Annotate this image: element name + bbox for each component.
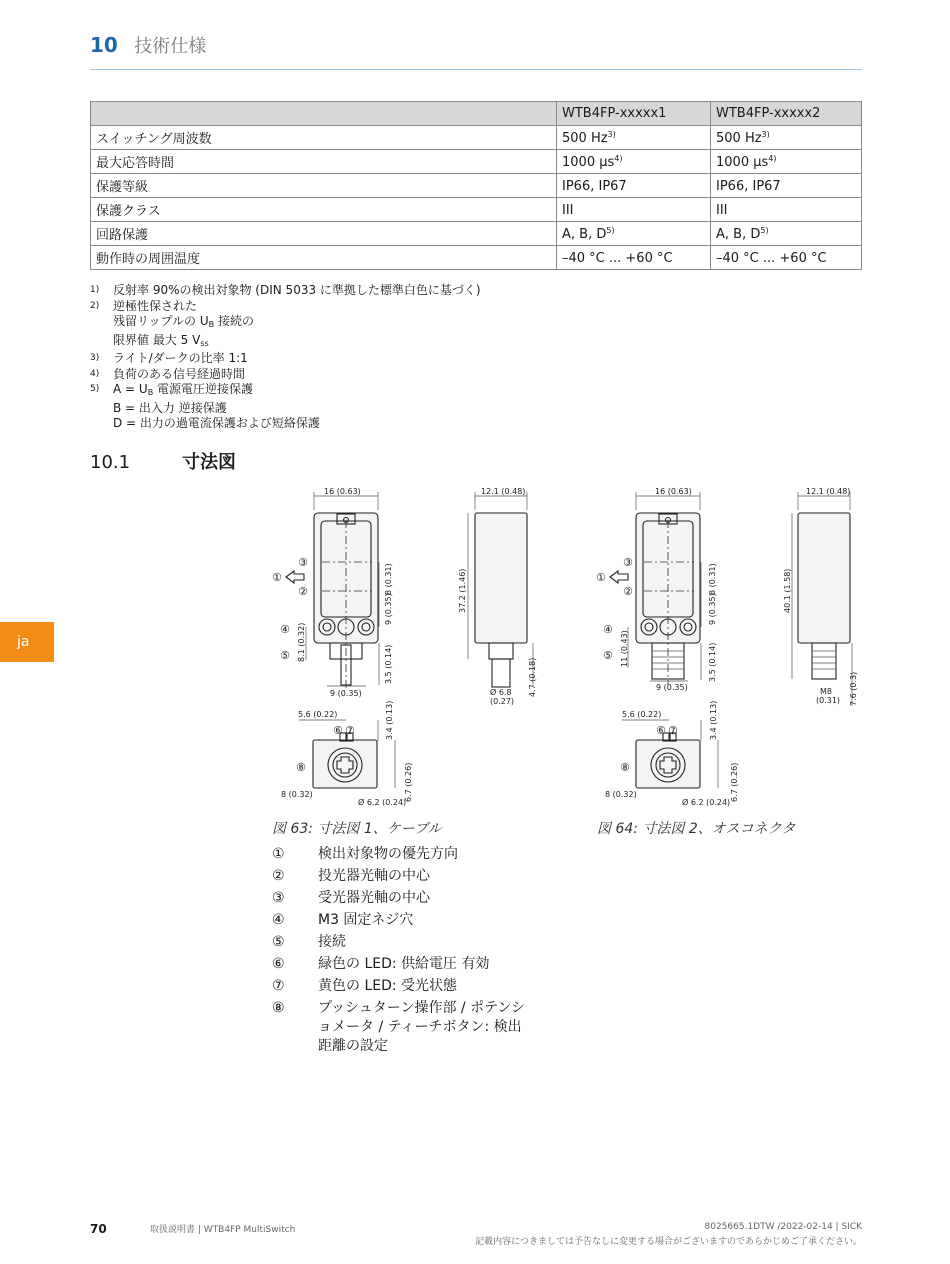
dim-top-d: 8 (0.32) [281,790,313,799]
document-name: 取扱説明書 | WTB4FP MultiSwitch [150,1225,296,1235]
dim-front-width: 16 (0.63) [655,487,692,496]
drawing-connector [596,487,858,807]
footnote: 4) 負荷のある信号経過時間 [90,366,246,381]
legend-list [272,843,542,1057]
dim-e: 9 (0.35) [656,683,688,692]
cell-value: III [557,198,711,222]
row-label: 保護クラス [91,198,557,222]
dim-f: 4.7 (0.18) [528,657,537,697]
marker-1: ① [596,571,606,584]
dim-top-e: Ø 6.2 (0.24) [358,798,407,807]
marker-8: ⑧ [620,761,630,774]
marker-1: ① [272,571,282,584]
marker-6: ⑥ [333,724,343,737]
cell-value: A, B, $D^{5)}$ [557,222,711,246]
dim-top-b: 3.4 (0.13) [385,700,394,740]
marker-2: ② [623,585,633,598]
dim-top-d: 8 (0.32) [605,790,637,799]
row-label: 回路保護 [91,222,557,246]
cell-value: 1000 µs$^{4)}$ [711,150,862,174]
dim-cable-dia: Ø 6.8 [490,688,512,697]
dim-a: 8 (0.31) [708,563,717,595]
list-item: ⑦ 黄色の LED: 受光状態 [272,977,458,994]
dim-top-b: 3.4 (0.13) [709,700,718,740]
dim-front-width: 16 (0.63) [324,487,361,496]
list-item: ⑤ 接続 [272,933,346,950]
marker-3: ③ [298,556,308,569]
top-view [605,701,739,807]
marker-4: ④ [603,623,613,636]
section-number: 10.1 [90,452,131,473]
dim-side-width: 12.1 (0.48) [806,487,851,496]
drawing-cable [272,487,537,807]
list-item: ③ 受光器光軸の中心 [272,889,430,906]
dim-connector-in: (0.31) [816,696,841,705]
dim-a: 8 (0.31) [384,563,393,595]
list-item: ② 投光器光軸の中心 [272,867,430,884]
marker-2: ② [298,585,308,598]
dim-f: 7.6 (0.3) [849,671,858,706]
cell-value: –40 °C ... +60 °C [557,246,711,270]
figure-caption-64: 図 64: 寸法図 2、オスコネクタ [597,821,796,837]
front-view [272,487,393,698]
side-view [783,487,858,706]
row-label: スイッチング周波数 [91,126,557,150]
section-title: 寸法図 [182,452,236,473]
list-item: ④ M3 固定ネジ穴 [272,911,414,928]
dim-connector: M8 [820,687,832,696]
cell-value: IP66, IP67 [557,174,711,198]
marker-5: ⑤ [280,649,290,662]
cell-value: 500 Hz$^{3)}$ [557,126,711,150]
cell-value: III [711,198,862,222]
footnote: 5) $A = U_B$ 電源電圧逆接保護 B = 出入力 逆接保護 D = 出力の過電流保護および短絡保護 [90,382,320,430]
dim-c: 8.1 (0.32) [297,622,306,662]
cell-value: 500 Hz$^{3)}$ [711,126,862,150]
dim-top-e: Ø 6.2 (0.24) [682,798,731,807]
table-header-cell: WTB4FP-xxxxx2 [711,102,862,126]
figure-caption-63: 図 63: 寸法図 1、ケーブル [272,821,442,837]
dim-b: 9 (0.35) [384,593,393,625]
dim-height: 40.1 (1.58) [783,568,792,613]
chapter-title: 技術仕様 [134,36,207,57]
cell-value: A, B, $D^{5)}$ [711,222,862,246]
cell-value: IP66, IP67 [711,174,862,198]
row-label: 最大応答時間 [91,150,557,174]
disclaimer: 記載内容につきましては予告なしに変更する場合がございますのであらかじめご了承ください。 [475,1237,862,1247]
list-item: ⑥ 緑色の LED: 供給電圧 有効 [272,955,490,972]
dim-top-c: 6.7 (0.26) [730,762,739,802]
dim-side-width: 12.1 (0.48) [481,487,526,496]
dim-top-a: 5.6 (0.22) [622,710,662,719]
marker-8: ⑧ [296,761,306,774]
cell-value: 1000 µs$^{4)}$ [557,150,711,174]
row-label: 動作時の周囲温度 [91,246,557,270]
marker-6: ⑥ [656,724,666,737]
dim-b: 9 (0.35) [708,593,717,625]
top-view [281,701,413,807]
footnote: 1) 反射率 90%の検出対象物 (DIN 5033 に準拠した標準白色に基づく) [90,283,481,297]
page-number: 70 [90,1222,107,1236]
dim-c: 11 (0.43) [620,630,629,667]
table-header-cell: WTB4FP-xxxxx1 [557,102,711,126]
row-label: 保護等級 [91,174,557,198]
language-tab[interactable]: ja [0,622,54,662]
side-view [458,487,537,706]
marker-7: ⑦ [345,724,355,737]
chapter-number: 10 [90,33,118,57]
dim-e: 9 (0.35) [330,689,362,698]
marker-7: ⑦ [668,724,678,737]
dim-top-a: 5.6 (0.22) [298,710,338,719]
dim-d: 3.5 (0.14) [384,644,393,684]
list-item: ① 検出対象物の優先方向 [272,845,458,862]
dim-top-c: 6.7 (0.26) [404,762,413,802]
marker-3: ③ [623,556,633,569]
footnote: 3) ライト/ダークの比率 1:1 [90,351,248,365]
marker-5: ⑤ [603,649,613,662]
footnote: 2) 逆極性保された 残留リップルの $U_B$ 接続の 限界値 最大 5 $V_{ss}$ [90,298,254,348]
dim-d: 3.5 (0.14) [708,642,717,682]
dim-height: 37.2 (1.46) [458,568,467,613]
list-item: ⑧ プッシュターン操作部 / ポテンシ ョメータ / ティーチボタン: 検出 距離の設定 [272,999,526,1054]
marker-4: ④ [280,623,290,636]
front-view [596,487,717,692]
cell-value: –40 °C ... +60 °C [711,246,862,270]
dim-cable-dia-in: (0.27) [490,697,515,706]
document-id: 8025665.1DTW /2022-02-14 | SICK [704,1222,862,1232]
